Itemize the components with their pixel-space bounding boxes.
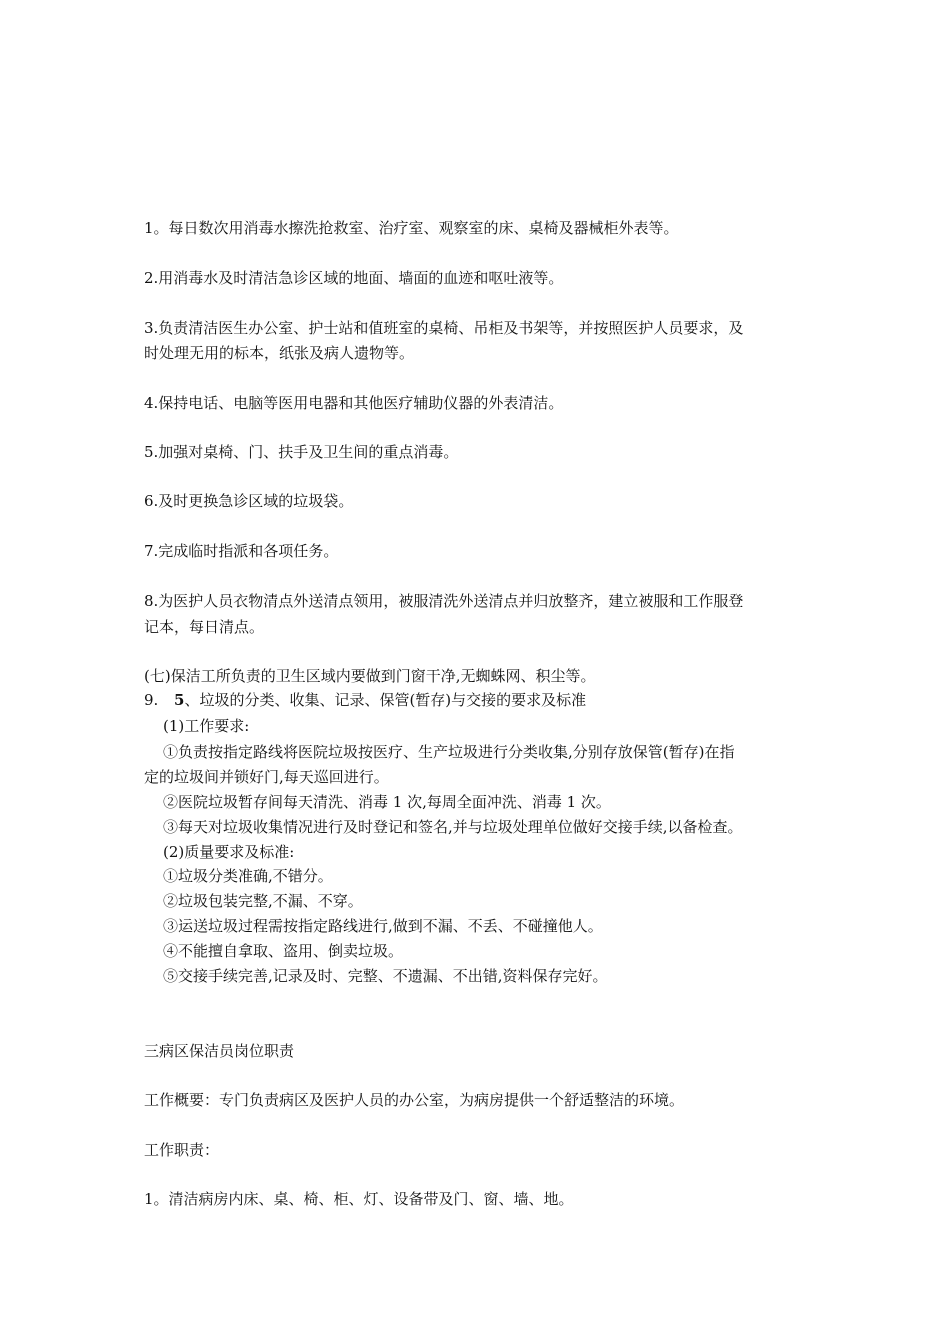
duty-1: 1。清洁病房内床、桌、椅、柜、灯、设备带及门、窗、墙、地。 bbox=[144, 1190, 574, 1208]
requirement-3: ③每天对垃圾收集情况进行及时登记和签名,并与垃圾处理单位做好交接手续,以备检查。 bbox=[163, 818, 743, 836]
quality-4: ④不能擅自拿取、盗用、倒卖垃圾。 bbox=[163, 942, 404, 960]
item-9-bold-number: 5 bbox=[174, 691, 185, 709]
paragraph-7: 7.完成临时指派和各项任务。 bbox=[144, 542, 339, 560]
paragraph-6: 6.及时更换急诊区域的垃圾袋。 bbox=[144, 492, 354, 510]
work-duties-heading: 工作职责： bbox=[144, 1141, 220, 1159]
item-9-text: 、垃圾的分类、收集、记录、保管(暂存)与交接的要求及标准 bbox=[184, 691, 587, 709]
section-title: 三病区保洁员岗位职责 bbox=[144, 1042, 295, 1060]
paragraph-5: 5.加强对桌椅、门、扶手及卫生间的重点消毒。 bbox=[144, 443, 459, 461]
requirement-1-line-2: 定的垃圾间并锁好门,每天巡回进行。 bbox=[144, 768, 389, 786]
requirement-2: ②医院垃圾暂存间每天清洗、消毒 1 次,每周全面冲洗、消毒 1 次。 bbox=[163, 793, 611, 811]
item-9-number: 9. bbox=[144, 691, 159, 709]
requirement-1-line-1: ①负责按指定路线将医院垃圾按医疗、生产垃圾进行分类收集,分别存放保管(暂存)在指 bbox=[163, 743, 735, 761]
quality-2: ②垃圾包装完整,不漏、不穿。 bbox=[163, 892, 363, 910]
paragraph-8-line-1: 8.为医护人员衣物清点外送清点领用，被服清洗外送清点并归放整齐，建立被服和工作服登 bbox=[144, 592, 744, 610]
quality-5: ⑤交接手续完善,记录及时、完整、不遗漏、不出错,资料保存完好。 bbox=[163, 967, 608, 985]
paragraph-3-line-2: 时处理无用的标本，纸张及病人遗物等。 bbox=[144, 344, 415, 362]
quality-requirements-heading: (2)质量要求及标准: bbox=[163, 843, 295, 861]
paragraph-seven: (七)保洁工所负责的卫生区域内要做到门窗干净,无蜘蛛网、积尘等。 bbox=[144, 667, 596, 685]
paragraph-8-line-2: 记本，每日清点。 bbox=[144, 618, 265, 636]
quality-1: ①垃圾分类准确,不错分。 bbox=[163, 867, 333, 885]
item-9-heading bbox=[144, 690, 824, 710]
work-requirements-heading: (1)工作要求: bbox=[163, 717, 250, 735]
paragraph-1: 1。每日数次用消毒水擦洗抢救室、治疗室、观察室的床、桌椅及器械柜外表等。 bbox=[144, 219, 679, 237]
paragraph-4: 4.保持电话、电脑等医用电器和其他医疗辅助仪器的外表清洁。 bbox=[144, 394, 564, 412]
quality-3: ③运送垃圾过程需按指定路线进行,做到不漏、不丢、不碰撞他人。 bbox=[163, 917, 603, 935]
paragraph-3-line-1: 3.负责清洁医生办公室、护士站和值班室的桌椅、吊柜及书架等，并按照医护人员要求，及 bbox=[144, 319, 744, 337]
work-overview: 工作概要：专门负责病区及医护人员的办公室，为病房提供一个舒适整洁的环境。 bbox=[144, 1091, 685, 1109]
paragraph-2: 2.用消毒水及时清洁急诊区域的地面、墙面的血迹和呕吐液等。 bbox=[144, 269, 564, 287]
